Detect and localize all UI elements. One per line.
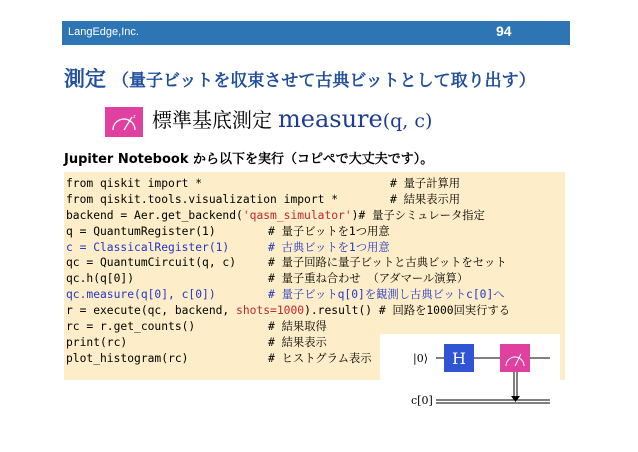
code-line <box>66 271 510 287</box>
code-statement: qc = QuantumCircuit(q, c) <box>66 256 237 270</box>
subtitle-args: (q, c) <box>382 110 433 132</box>
code-statement: print(rc) <box>66 335 128 349</box>
code-statement: from qiskit import * <box>66 177 203 190</box>
code-line <box>66 240 510 256</box>
code-part: ) <box>351 208 359 222</box>
classical-label: c[0] <box>411 394 433 407</box>
code-line <box>66 224 510 240</box>
quantum-circuit-diagram <box>380 334 560 414</box>
code-statement: rc = r.get_counts() <box>66 320 196 334</box>
code-comment: # 結果表示用 <box>390 192 461 206</box>
code-statement: plot_histogram(rc) <box>66 351 189 365</box>
subtitle-text: 標準基底測定 <box>152 108 272 132</box>
title-subtitle: （量子ビットを収束させて古典ビットとして取り出す） <box>112 71 536 91</box>
measurement-meter-icon <box>105 107 143 137</box>
code-comment: # 結果表示 <box>268 335 327 349</box>
measure-arrow-icon <box>511 396 520 402</box>
code-line <box>66 176 510 192</box>
code-part: # 回路を1000回実行する <box>378 304 511 318</box>
slide-title <box>64 63 536 93</box>
code-comment: # ヒストグラム表示 <box>268 351 372 365</box>
code-line <box>66 255 510 271</box>
measure-gate-icon <box>500 344 530 372</box>
qubit-label: |0⟩ <box>413 352 428 365</box>
code-statement: qc.h(q[0]) <box>66 272 135 286</box>
page-number: 94 <box>496 23 512 39</box>
code-line <box>66 287 510 303</box>
code-comment: # 量子計算用 <box>390 177 461 190</box>
code-comment: # 量子回路に量子ビットと古典ビットをセット <box>268 256 507 270</box>
code-comment: # 結果取得 <box>268 320 327 334</box>
code-part: r = execute(qc, backend, <box>66 304 237 318</box>
code-comment: # 古典ビットを1つ用意 <box>268 240 390 254</box>
code-comment: # 量子ビットを1つ用意 <box>268 224 390 238</box>
code-statement: from qiskit.tools.visualization import * <box>66 192 339 206</box>
code-comment: # 量子重ね合わせ （アダマール演算） <box>268 272 469 286</box>
code-part: backend = Aer.get_backend( <box>66 208 243 222</box>
title-main: 測定 <box>64 67 106 91</box>
company-name: LangEdge,Inc. <box>68 26 139 38</box>
code-line <box>66 303 510 319</box>
code-statement: qc.measure(q[0], c[0]) <box>66 288 216 302</box>
code-line <box>66 192 510 208</box>
code-statement: q = QuantumRegister(1) <box>66 224 216 238</box>
code-part: # 量子シミュレータ指定 <box>358 208 485 222</box>
subtitle <box>152 104 432 133</box>
code-part: ).result() <box>304 304 379 318</box>
code-line <box>66 208 510 224</box>
code-statement: c = ClassicalRegister(1) <box>66 240 230 254</box>
subtitle-function: measure <box>278 105 383 133</box>
svg-text:z: z <box>133 114 136 120</box>
instruction-text: Jupiter Notebook から以下を実行（コピペで大丈夫です）。 <box>64 152 434 167</box>
code-part: 'qasm_simulator' <box>242 208 352 222</box>
hadamard-gate-label: H <box>452 349 466 368</box>
code-part: shots=1000 <box>236 304 305 318</box>
code-comment: # 量子ビットq[0]を観測し古典ビットc[0]へ <box>268 288 505 302</box>
code-line <box>66 319 510 335</box>
